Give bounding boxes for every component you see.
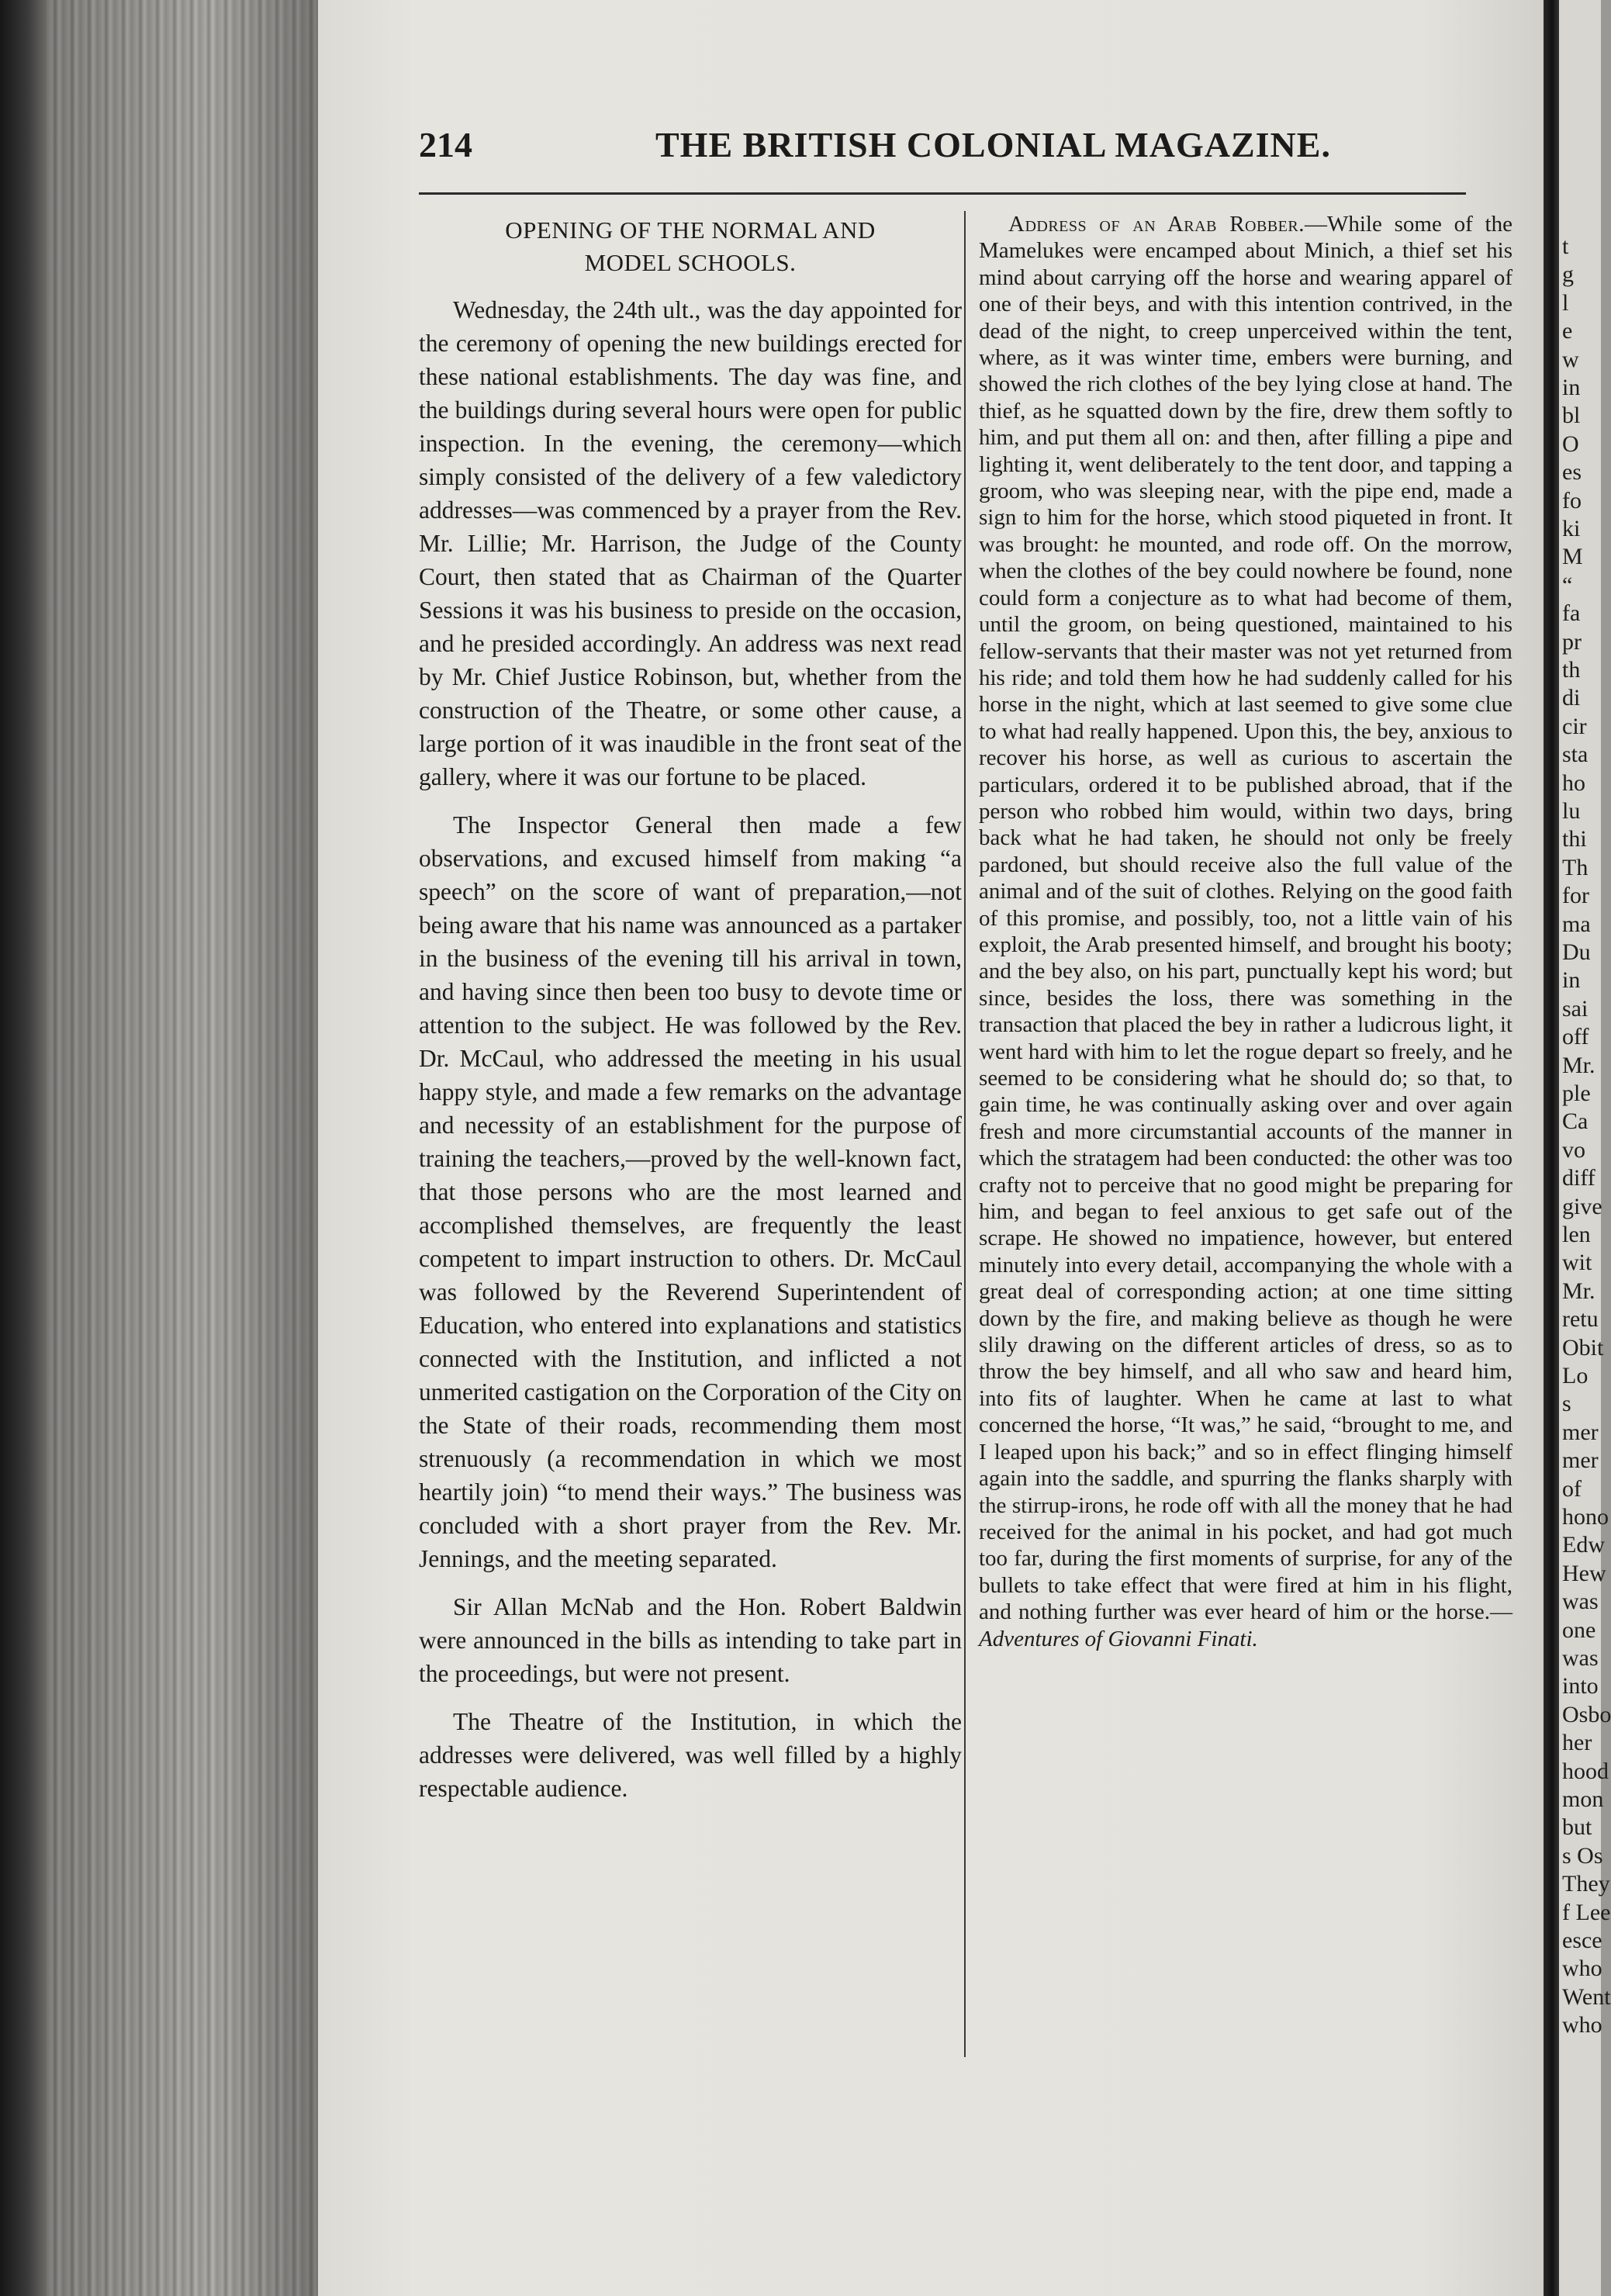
- next-page-fragment: They: [1562, 1871, 1610, 1897]
- next-page-fragment: s Os: [1562, 1842, 1603, 1869]
- next-page-fragment: hono: [1562, 1504, 1609, 1530]
- next-page-fragment: g: [1562, 261, 1574, 288]
- next-page-fragment: es: [1562, 459, 1582, 486]
- next-page-fragment: Obit: [1562, 1334, 1604, 1361]
- scan-border: [0, 0, 47, 2296]
- next-page-fragment: Mr.: [1562, 1052, 1595, 1078]
- next-page-fragment: Lo: [1562, 1363, 1589, 1388]
- next-page-fragment: e: [1562, 318, 1573, 344]
- header-rule: [419, 192, 1466, 195]
- next-page-fragment: Th: [1562, 854, 1589, 880]
- next-page-fragment: Went: [1562, 1983, 1611, 2010]
- article-title: [419, 214, 962, 279]
- anecdote-source: Adventures of Giovanni Finati.: [979, 1626, 1258, 1651]
- next-page-fragment: s: [1562, 1391, 1571, 1417]
- next-page-fragment: l: [1562, 289, 1569, 316]
- next-page-fragment: th: [1562, 657, 1581, 683]
- next-page-fragment: in: [1562, 375, 1581, 400]
- gutter-shade: [47, 0, 318, 2296]
- next-page-fragment: for: [1562, 883, 1589, 909]
- page-header: [419, 124, 1466, 178]
- next-page-fragment: fo: [1562, 487, 1582, 513]
- next-page-fragment: ple: [1562, 1081, 1591, 1106]
- article-title-line: OPENING OF THE NORMAL AND: [505, 216, 876, 244]
- next-page-fragment: Osbo: [1562, 1701, 1611, 1727]
- next-page-fragment: one: [1562, 1617, 1596, 1643]
- next-page-fragment: Edw: [1562, 1532, 1605, 1558]
- next-page-fragment: in: [1562, 967, 1581, 994]
- next-page-fragment: bl: [1562, 403, 1581, 429]
- next-page-fragment: ki: [1562, 516, 1581, 541]
- next-page-fragment: di: [1562, 685, 1581, 711]
- next-page-fragment: who: [1562, 2012, 1602, 2038]
- next-page-fragment: vo: [1562, 1136, 1585, 1163]
- paragraph: Wednesday, the 24th ult., was the day appointed for the ceremony of opening the new buildings erected for these national establishments. The day was fine, and the buildings during several hours were open for public inspection. In the evening, the ceremony—which simply consisted of the delivery of a few valedictory addresses—was commenced by a prayer from the Rev. Mr. Lillie; Mr. Harrison, the Judge of the County Court, then stated that as Chairman of the Quarter Sessions it was his business to preside on the occasion, and he presided accordingly. An address was next read by Mr. Chief Justice Robinson, but, whether from the construction of the Theatre, or some other cause, a large portion of it was inaudible in the front seat of the gallery, where it was our fortune to be placed.: [419, 296, 962, 790]
- next-page-fragment: diff: [1562, 1165, 1595, 1191]
- next-page-fragment: thi: [1562, 826, 1587, 852]
- next-page-fragment: “: [1562, 572, 1573, 598]
- next-page-fragment: her: [1562, 1730, 1592, 1756]
- next-page-fragment: ho: [1562, 769, 1585, 796]
- next-page-fragment: M: [1562, 544, 1583, 570]
- next-page-fragment: Hew: [1562, 1560, 1606, 1586]
- next-page-fragment: sta: [1562, 742, 1589, 768]
- page-fold-shadow: [1544, 0, 1561, 2296]
- next-page-fragment: sai: [1562, 995, 1589, 1022]
- next-page-fragment: who: [1562, 1955, 1602, 1982]
- next-page-fragment: pr: [1562, 628, 1582, 655]
- next-page-fragment: t: [1562, 233, 1569, 259]
- paragraph: The Theatre of the Institution, in which the addresses were delivered, was well filled by a highly respectable audience.: [419, 1708, 962, 1802]
- anecdote-title: Address of an Arab Robber.: [1008, 212, 1305, 237]
- column-divider: [964, 211, 966, 2057]
- next-page-fragment: O: [1562, 430, 1579, 457]
- next-page-fragment: mer: [1562, 1447, 1599, 1474]
- next-page-fragment: Ca: [1562, 1108, 1589, 1135]
- anecdote-body: —While some of the Mamelukes were encamped about Minich, a thief set his mind about carrying off the horse and wearing apparel of one of their beys, and with this intention contrived, in the dead of the night, to creep unperceived within the tent, where, as it was winter time, embers were burning, and showed the rich clothes of the bey lying close at hand. The thief, as he squatted down by the fire, drew them softly to him, and put them all on: and then, after filling a pipe and lighting it, went deliberately to the tent door, and tapping a groom, who was sleeping near, with the pipe end, made a sign to him for the horse, which stood piqueted in front. It was brought: he mounted, and rode off. On the morrow, when the clothes of the bey could nowhere be found, none could form a conjecture as to what had become of them, until the groom, on being questioned, maintained to his fellow-servants that their master was not yet returned from his ride; and told them how he had suddenly called for his horse in the night, which at last seemed to give some clue to what had really happened. Upon this, the bey, anxious to recover his horse, as well as curious to ascertain the particulars, ordered it to be published abroad, that if the person who robbed him would, within two days, bring back what he had taken, he should not only be freely pardoned, but should receive also the full value of the animal and of the suit of clothes. Relying on the good faith of this promise, and possibly, too, not a little vain of his exploit, the Arab presented himself, and brought his booty; and the bey also, on his part, punctually kept his word; but since, besides the loss, there was something in the transaction that placed the bey in rather a ludicrous light, it went hard with him to let the rogue depart so freely, and he seemed to be considering what he should do; so that, to gain time, he was continually asking over and over again fresh and more circumstantial accounts of the manner in which the stratagem had been conducted: the other was too crafty not to perceive that no good might be preparing for him, and began to feel anxious to get safe out of the scrape. He showed no impatience, however, but entered minutely into every detail, accompanying the whole with a great deal of corresponding action; at one time sitting down by the fire, and making believe as though he were slily drawing on the different articles of dress, so as to throw the bey himself, and all who saw and heard him, into fits of laughter. When he came at last to what concerned the horse, “It was,” he said, “brought to me, and I leaped upon his back;” and so in effect flinging himself again into the saddle, and spurring the flanks sharply with the stirrup-irons, he rode off with all the money that he had received for the animal in his pocket, and had got much too far, during the first moments of surprise, for any of the bullets to take effect that were fired at him in his flight, and nothing further was ever heard of him or the horse.—: [979, 212, 1512, 1625]
- next-page-fragment: ma: [1562, 911, 1591, 937]
- paragraph: Sir Allan McNab and the Hon. Robert Baldwin were announced in the bills as intending to take part in the proceedings, but were not present.: [419, 1593, 962, 1687]
- next-page-fragment: mon: [1562, 1786, 1604, 1812]
- next-page-fragment: was: [1562, 1645, 1599, 1671]
- next-page-fragment: len: [1562, 1222, 1591, 1247]
- article-title-line: MODEL SCHOOLS.: [584, 249, 797, 276]
- next-page-fragment: retu: [1562, 1306, 1599, 1333]
- right-column: [979, 211, 1512, 1652]
- next-page-fragment: cir: [1562, 713, 1587, 739]
- running-title: THE BRITISH COLONIAL MAGAZINE.: [655, 125, 1331, 164]
- next-page-fragment: hood: [1562, 1758, 1609, 1784]
- anecdote-paragraph: [979, 211, 1512, 1652]
- paragraph: The Inspector General then made a few observations, and excused himself from making “a speech” on the score of want of preparation,—not being aware that his name was announced as a partaker in the business of the evening till his arrival in town, and having since then been too busy to devote time or attention to the subject. He was followed by the Rev. Dr. McCaul, who addressed the meeting in his usual happy style, and made a few remarks on the advantage and necessity of an establishment for the purpose of training the teachers,—proved by the well-known fact, that those persons who are the most learned and accomplished themselves, are frequently the least competent to impart instruction to others. Dr. McCaul was followed by the Reverend Superintendent of Education, who entered into explanations and statistics connected with the Institution, and inflicted a not unmerited castigation on the Corporation of the City on the State of their roads, recommending them most strenuously (a recommendation in which we most heartily join) “to mend their ways.” The business was concluded with a short prayer from the Rev. Mr. Jennings, and the meeting separated.: [419, 811, 962, 1572]
- next-page-fragment: give: [1562, 1193, 1602, 1219]
- page-number: 214: [419, 125, 472, 164]
- next-page-fragment: of: [1562, 1475, 1582, 1502]
- next-page-fragment: but: [1562, 1814, 1592, 1841]
- next-page-fragment: off: [1562, 1024, 1589, 1050]
- left-column: [419, 211, 962, 1820]
- next-page-fragment: Du: [1562, 939, 1591, 965]
- next-page-fragment: mer: [1562, 1419, 1599, 1445]
- next-page-fragment: f Lee: [1562, 1899, 1611, 1925]
- next-page-fragment: wit: [1562, 1250, 1592, 1276]
- next-page-fragment: Mr.: [1562, 1278, 1595, 1304]
- next-page-fragment: fa: [1562, 600, 1581, 627]
- next-page-fragment: w: [1562, 346, 1579, 372]
- next-page-fragment: into: [1562, 1673, 1599, 1700]
- next-page-fragment: esce: [1562, 1928, 1602, 1953]
- next-page-fragment: lu: [1562, 798, 1581, 824]
- next-page-fragment: was: [1562, 1589, 1599, 1615]
